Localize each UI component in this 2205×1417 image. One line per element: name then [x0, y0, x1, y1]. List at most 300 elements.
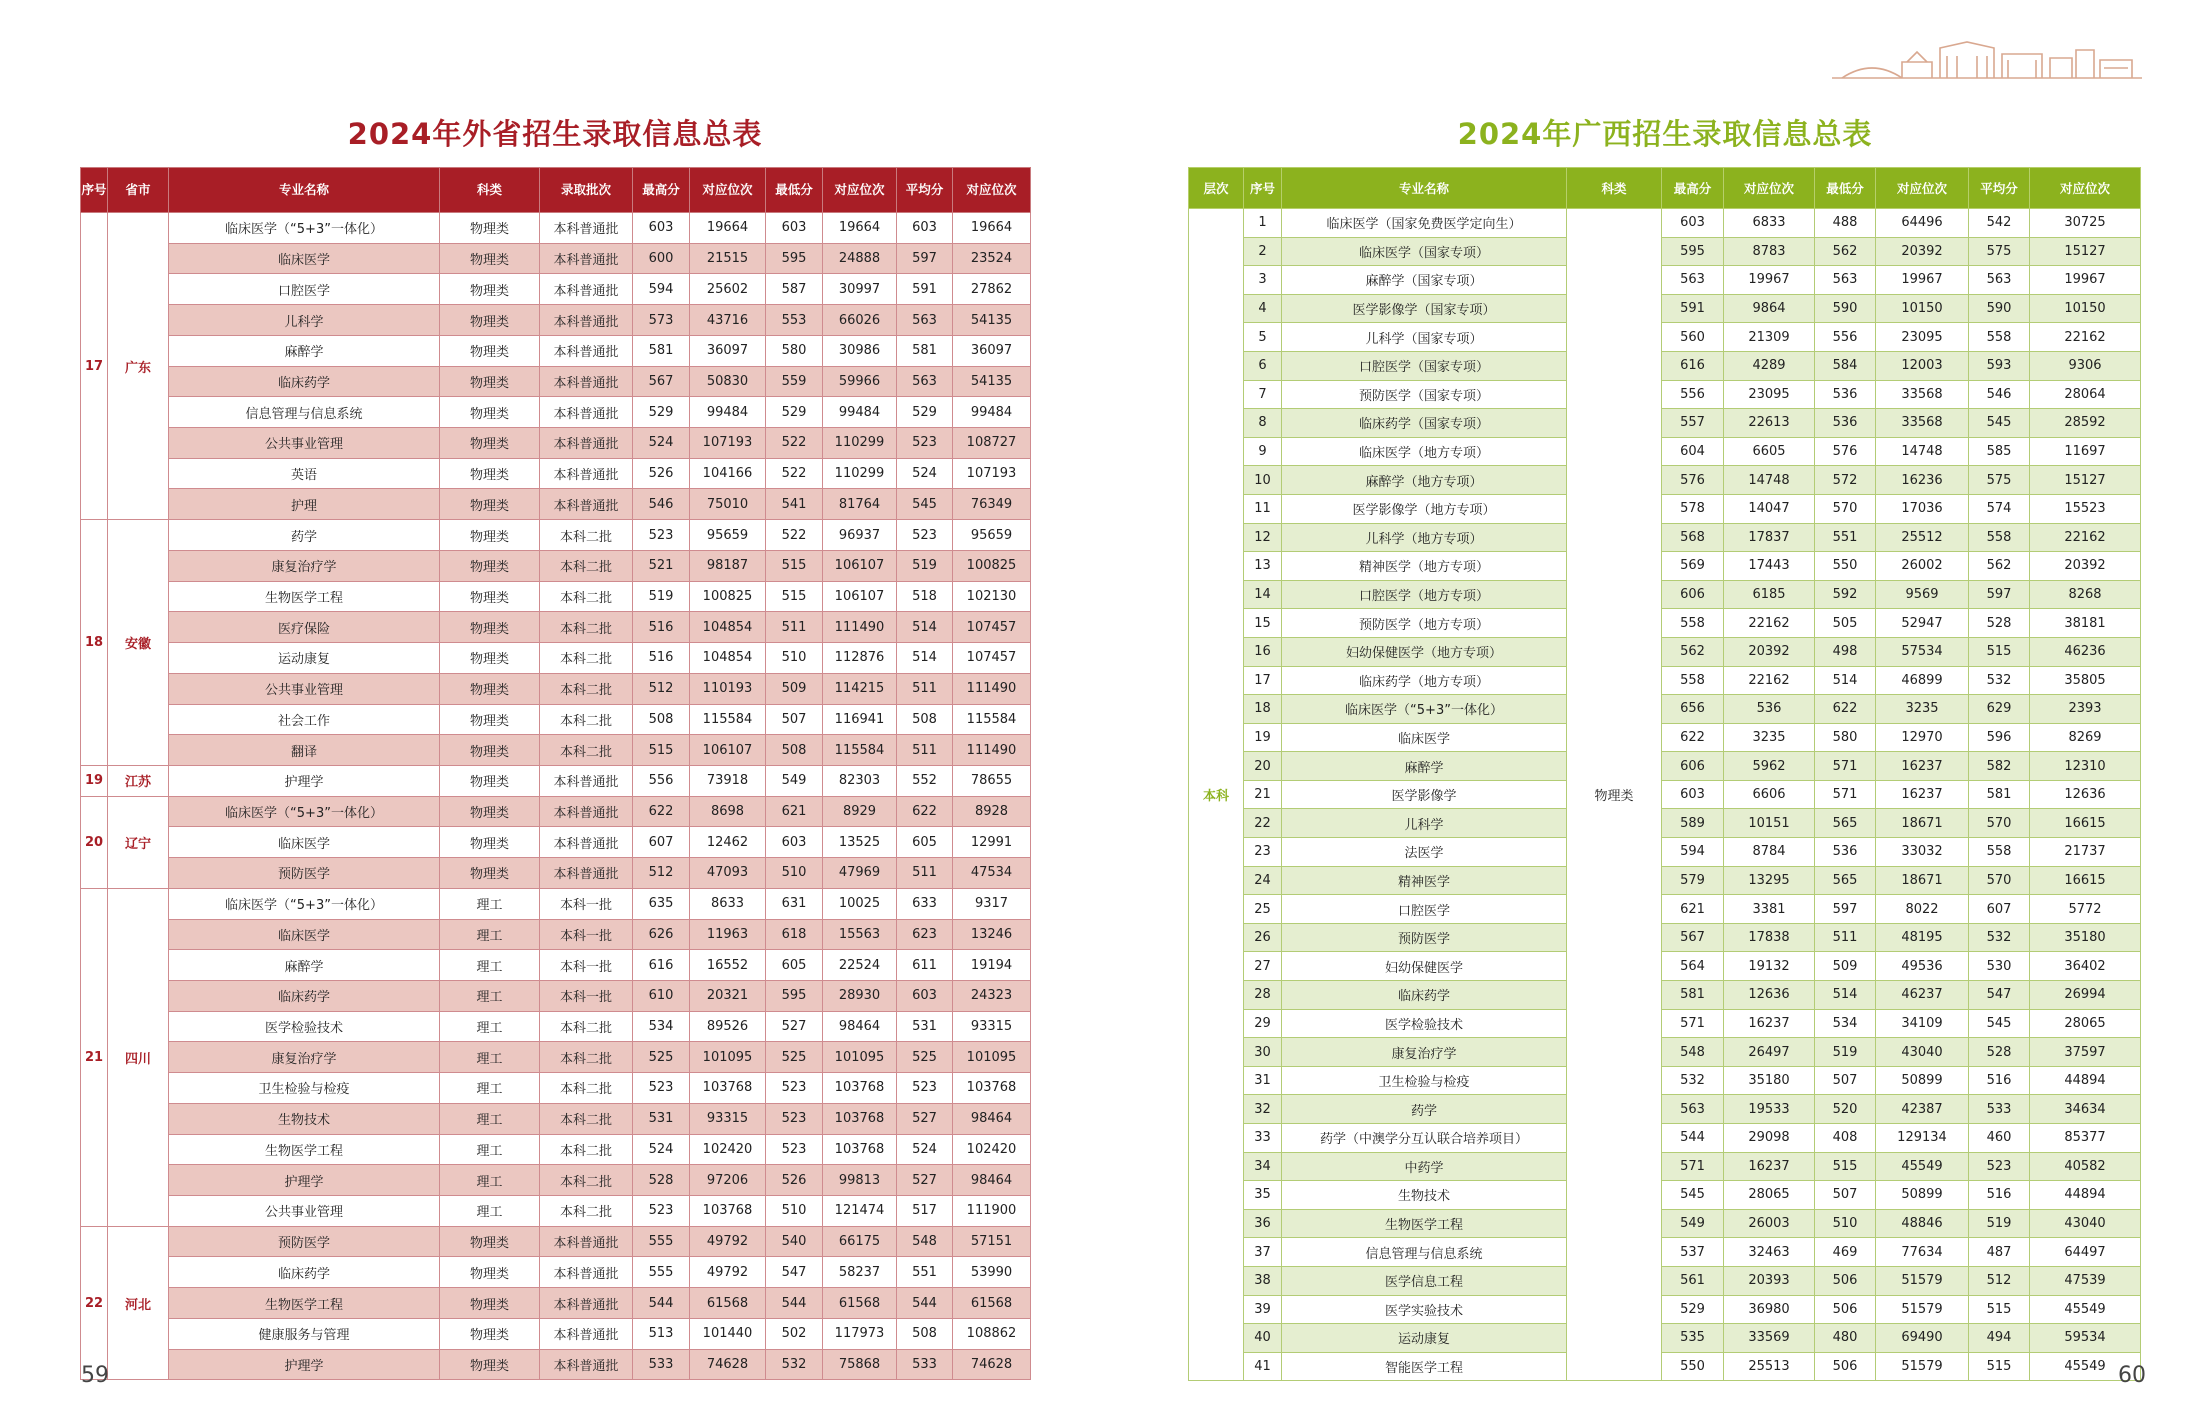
- table-cell: 555: [633, 1257, 690, 1288]
- table-cell: 593: [1969, 351, 2030, 380]
- table-cell: 口腔医学（地方专项）: [1282, 580, 1567, 609]
- table-cell: 物理类: [440, 643, 540, 674]
- table-cell: 82303: [823, 765, 897, 796]
- table-row: [1189, 1009, 2141, 1038]
- table-cell: 534: [1815, 1009, 1876, 1038]
- table-cell: 生物医学工程: [169, 581, 440, 612]
- table-cell: 28064: [2030, 380, 2141, 409]
- table-cell: 21515: [690, 243, 766, 274]
- table-cell: 12: [1244, 523, 1282, 552]
- column-header: 录取批次: [540, 168, 633, 213]
- table-cell: 570: [1969, 809, 2030, 838]
- table-cell: 20392: [1876, 237, 1969, 266]
- table-cell: 522: [766, 520, 823, 551]
- table-cell: 24: [1244, 866, 1282, 895]
- table-cell: 506: [1815, 1295, 1876, 1324]
- table-cell: 本科普通批: [540, 489, 633, 520]
- table-cell: 633: [897, 888, 953, 919]
- table-cell: 103768: [953, 1073, 1031, 1104]
- table-cell: 110193: [690, 673, 766, 704]
- table-cell: 20392: [1724, 637, 1815, 666]
- table-cell: 487: [1969, 1238, 2030, 1267]
- table-cell: 129134: [1876, 1124, 1969, 1153]
- table-row: [81, 243, 1031, 274]
- group-province: 江苏: [108, 765, 169, 796]
- table-cell: 519: [1815, 1038, 1876, 1067]
- table-cell: 本科二批: [540, 1196, 633, 1227]
- table-cell: 514: [897, 612, 953, 643]
- table-cell: 529: [897, 397, 953, 428]
- table-cell: 本科二批: [540, 1073, 633, 1104]
- table-cell: 115584: [690, 704, 766, 735]
- table-cell: 98464: [953, 1103, 1031, 1134]
- table-cell: 558: [1969, 523, 2030, 552]
- table-row: [81, 305, 1031, 336]
- table-cell: 112876: [823, 643, 897, 674]
- table-cell: 565: [1815, 866, 1876, 895]
- table-cell: 591: [1662, 294, 1724, 323]
- table-cell: 43040: [1876, 1038, 1969, 1067]
- table-cell: 10150: [2030, 294, 2141, 323]
- table-cell: 89526: [690, 1011, 766, 1042]
- table-cell: 临床药学: [169, 1257, 440, 1288]
- table-cell: 8269: [2030, 723, 2141, 752]
- table-row: [1189, 380, 2141, 409]
- table-cell: 15563: [823, 919, 897, 950]
- column-header: 最低分: [766, 168, 823, 213]
- table-cell: 549: [766, 765, 823, 796]
- table-cell: 518: [897, 581, 953, 612]
- table-cell: 576: [1662, 466, 1724, 495]
- table-cell: 508: [897, 704, 953, 735]
- table-cell: 528: [1969, 609, 2030, 638]
- table-cell: 本科一批: [540, 950, 633, 981]
- table-cell: 521: [633, 550, 690, 581]
- table-row: [81, 980, 1031, 1011]
- table-cell: 533: [1969, 1095, 2030, 1124]
- table-cell: 117973: [823, 1318, 897, 1349]
- table-cell: 523: [633, 1073, 690, 1104]
- table-cell: 579: [1662, 866, 1724, 895]
- group-seq: 18: [81, 520, 108, 766]
- table-cell: 19967: [2030, 266, 2141, 295]
- table-cell: 116941: [823, 704, 897, 735]
- table-cell: 563: [1969, 266, 2030, 295]
- table-cell: 522: [766, 428, 823, 459]
- table-cell: 13246: [953, 919, 1031, 950]
- table-cell: 558: [1662, 666, 1724, 695]
- table-cell: 589: [1662, 809, 1724, 838]
- table-cell: 110299: [823, 458, 897, 489]
- table-row: [1189, 780, 2141, 809]
- table-cell: 534: [633, 1011, 690, 1042]
- table-cell: 570: [1815, 494, 1876, 523]
- table-cell: 111900: [953, 1196, 1031, 1227]
- table-cell: 631: [766, 888, 823, 919]
- table-cell: 570: [1969, 866, 2030, 895]
- table-cell: 603: [897, 980, 953, 1011]
- table-cell: 16237: [1876, 752, 1969, 781]
- table-cell: 18671: [1876, 866, 1969, 895]
- table-cell: 3: [1244, 266, 1282, 295]
- table-cell: 35805: [2030, 666, 2141, 695]
- table-cell: 610: [633, 980, 690, 1011]
- table-cell: 20392: [2030, 552, 2141, 581]
- table-cell: 558: [1969, 323, 2030, 352]
- table-cell: 本科普通批: [540, 305, 633, 336]
- table-cell: 103768: [690, 1073, 766, 1104]
- table-cell: 121474: [823, 1196, 897, 1227]
- table-cell: 616: [1662, 351, 1724, 380]
- table-cell: 515: [633, 735, 690, 766]
- table-cell: 28065: [2030, 1009, 2141, 1038]
- table-cell: 565: [1815, 809, 1876, 838]
- table-cell: 101095: [823, 1042, 897, 1073]
- table-cell: 临床医学（国家免费医学定向生）: [1282, 209, 1567, 238]
- table-cell: 临床医学（“5+3”一体化）: [169, 213, 440, 244]
- table-row: [81, 489, 1031, 520]
- table-cell: 生物技术: [169, 1103, 440, 1134]
- table-cell: 523: [766, 1073, 823, 1104]
- table-cell: 物理类: [440, 489, 540, 520]
- group-seq: 21: [81, 888, 108, 1226]
- table-cell: 本科普通批: [540, 1226, 633, 1257]
- table-cell: 98464: [953, 1165, 1031, 1196]
- table-cell: 527: [897, 1165, 953, 1196]
- table-cell: 515: [766, 550, 823, 581]
- table-cell: 597: [897, 243, 953, 274]
- table-cell: 口腔医学: [169, 274, 440, 305]
- table-cell: 515: [766, 581, 823, 612]
- table-cell: 469: [1815, 1238, 1876, 1267]
- table-cell: 524: [633, 1134, 690, 1165]
- table-cell: 585: [1969, 437, 2030, 466]
- table-cell: 581: [633, 335, 690, 366]
- table-cell: 26497: [1724, 1038, 1815, 1067]
- table-cell: 38: [1244, 1266, 1282, 1295]
- table-cell: 物理类: [440, 305, 540, 336]
- table-row: [81, 858, 1031, 889]
- table-cell: 102420: [690, 1134, 766, 1165]
- table-cell: 545: [897, 489, 953, 520]
- table-row: [81, 1134, 1031, 1165]
- table-row: [1189, 695, 2141, 724]
- table-cell: 531: [897, 1011, 953, 1042]
- table-cell: 物理类: [440, 243, 540, 274]
- table-cell: 本科二批: [540, 704, 633, 735]
- table-cell: 514: [1815, 666, 1876, 695]
- table-cell: 预防医学（国家专项）: [1282, 380, 1567, 409]
- table-cell: 34: [1244, 1152, 1282, 1181]
- table-cell: 594: [1662, 838, 1724, 867]
- table-cell: 物理类: [440, 704, 540, 735]
- table-cell: 理工: [440, 980, 540, 1011]
- table-cell: 526: [766, 1165, 823, 1196]
- table-row: [1189, 294, 2141, 323]
- table-cell: 616: [633, 950, 690, 981]
- table-cell: 35180: [2030, 923, 2141, 952]
- table-cell: 564: [1662, 952, 1724, 981]
- table-cell: 精神医学: [1282, 866, 1567, 895]
- table-cell: 547: [766, 1257, 823, 1288]
- table-cell: 98187: [690, 550, 766, 581]
- table-cell: 翻译: [169, 735, 440, 766]
- table-cell: 104166: [690, 458, 766, 489]
- table-cell: 523: [1969, 1152, 2030, 1181]
- left-page-title: 2024年外省招生录取信息总表: [347, 117, 763, 151]
- table-cell: 药学（中澳学分互认联合培养项目）: [1282, 1124, 1567, 1153]
- table-row: [81, 673, 1031, 704]
- table-row: [1189, 1352, 2141, 1381]
- table-cell: 24888: [823, 243, 897, 274]
- column-header: 专业名称: [1282, 168, 1567, 209]
- table-cell: 512: [633, 858, 690, 889]
- table-cell: 29: [1244, 1009, 1282, 1038]
- table-cell: 580: [1815, 723, 1876, 752]
- table-cell: 3235: [1876, 695, 1969, 724]
- table-cell: 5962: [1724, 752, 1815, 781]
- table-cell: 510: [766, 858, 823, 889]
- right-table-header-row: [1189, 168, 2141, 209]
- table-cell: 584: [1815, 351, 1876, 380]
- table-cell: 96937: [823, 520, 897, 551]
- table-cell: 111490: [953, 735, 1031, 766]
- table-row: [81, 765, 1031, 796]
- table-row: [81, 735, 1031, 766]
- table-cell: 40: [1244, 1324, 1282, 1353]
- table-cell: 11963: [690, 919, 766, 950]
- table-cell: 本科二批: [540, 1011, 633, 1042]
- table-cell: 22: [1244, 809, 1282, 838]
- table-cell: 22162: [1724, 666, 1815, 695]
- table-cell: 35180: [1724, 1066, 1815, 1095]
- table-cell: 19132: [1724, 952, 1815, 981]
- table-cell: 507: [1815, 1181, 1876, 1210]
- table-cell: 18: [1244, 695, 1282, 724]
- table-cell: 532: [1662, 1066, 1724, 1095]
- table-cell: 523: [897, 520, 953, 551]
- table-cell: 30997: [823, 274, 897, 305]
- table-cell: 20321: [690, 980, 766, 1011]
- table-cell: 69490: [1876, 1324, 1969, 1353]
- table-cell: 61568: [953, 1288, 1031, 1319]
- table-cell: 603: [1662, 780, 1724, 809]
- table-cell: 预防医学（地方专项）: [1282, 609, 1567, 638]
- table-cell: 理工: [440, 919, 540, 950]
- column-header: 序号: [81, 168, 108, 213]
- table-cell: 75868: [823, 1349, 897, 1380]
- table-cell: 595: [766, 243, 823, 274]
- table-cell: 571: [1815, 752, 1876, 781]
- table-cell: 33: [1244, 1124, 1282, 1153]
- table-cell: 临床药学（地方专项）: [1282, 666, 1567, 695]
- table-cell: 儿科学: [1282, 809, 1567, 838]
- table-cell: 39: [1244, 1295, 1282, 1324]
- table-cell: 49536: [1876, 952, 1969, 981]
- table-cell: 607: [633, 827, 690, 858]
- table-cell: 健康服务与管理: [169, 1318, 440, 1349]
- table-cell: 81764: [823, 489, 897, 520]
- table-cell: 76349: [953, 489, 1031, 520]
- table-cell: 临床医学（“5+3”一体化）: [1282, 695, 1567, 724]
- table-cell: 98464: [823, 1011, 897, 1042]
- table-cell: 551: [1815, 523, 1876, 552]
- table-cell: 本科普通批: [540, 366, 633, 397]
- table-cell: 523: [633, 520, 690, 551]
- table-cell: 519: [1969, 1209, 2030, 1238]
- table-cell: 17837: [1724, 523, 1815, 552]
- page-number-left: 59: [81, 1363, 109, 1388]
- table-cell: 23095: [1876, 323, 1969, 352]
- table-row: [1189, 552, 2141, 581]
- table-cell: 43716: [690, 305, 766, 336]
- table-cell: 33568: [1876, 380, 1969, 409]
- table-cell: 22524: [823, 950, 897, 981]
- table-cell: 100825: [953, 550, 1031, 581]
- table-cell: 99813: [823, 1165, 897, 1196]
- table-cell: 61568: [823, 1288, 897, 1319]
- table-cell: 102420: [953, 1134, 1031, 1165]
- table-cell: 理工: [440, 1196, 540, 1227]
- table-cell: 576: [1815, 437, 1876, 466]
- table-cell: 580: [766, 335, 823, 366]
- table-cell: 预防医学: [169, 858, 440, 889]
- table-cell: 4: [1244, 294, 1282, 323]
- table-cell: 532: [1969, 923, 2030, 952]
- table-cell: 医学检验技术: [169, 1011, 440, 1042]
- table-cell: 532: [1969, 666, 2030, 695]
- table-cell: 108727: [953, 428, 1031, 459]
- table-cell: 544: [1662, 1124, 1724, 1153]
- table-cell: 19533: [1724, 1095, 1815, 1124]
- table-row: [81, 581, 1031, 612]
- table-cell: 36097: [953, 335, 1031, 366]
- table-cell: 103768: [690, 1196, 766, 1227]
- table-cell: 106107: [823, 550, 897, 581]
- table-cell: 73918: [690, 765, 766, 796]
- table-cell: 509: [1815, 952, 1876, 981]
- table-cell: 571: [1815, 780, 1876, 809]
- table-cell: 8022: [1876, 895, 1969, 924]
- table-cell: 物理类: [440, 458, 540, 489]
- table-row: [81, 1257, 1031, 1288]
- table-cell: 16615: [2030, 809, 2141, 838]
- table-cell: 5: [1244, 323, 1282, 352]
- table-cell: 公共事业管理: [169, 428, 440, 459]
- table-cell: 556: [633, 765, 690, 796]
- table-cell: 22613: [1724, 409, 1815, 438]
- table-cell: 本科二批: [540, 673, 633, 704]
- table-cell: 17838: [1724, 923, 1815, 952]
- table-cell: 524: [897, 458, 953, 489]
- table-cell: 514: [897, 643, 953, 674]
- table-cell: 医学检验技术: [1282, 1009, 1567, 1038]
- table-cell: 568: [1662, 523, 1724, 552]
- table-cell: 9306: [2030, 351, 2141, 380]
- table-cell: 508: [897, 1318, 953, 1349]
- table-cell: 533: [633, 1349, 690, 1380]
- table-cell: 16237: [1724, 1009, 1815, 1038]
- table-cell: 622: [1815, 695, 1876, 724]
- table-cell: 37597: [2030, 1038, 2141, 1067]
- table-cell: 48846: [1876, 1209, 1969, 1238]
- table-cell: 498: [1815, 637, 1876, 666]
- table-cell: 16237: [1724, 1152, 1815, 1181]
- table-cell: 10151: [1724, 809, 1815, 838]
- table-row: [81, 274, 1031, 305]
- table-cell: 107193: [690, 428, 766, 459]
- table-cell: 英语: [169, 458, 440, 489]
- table-cell: 医学信息工程: [1282, 1266, 1567, 1295]
- table-row: [1189, 266, 2141, 295]
- table-cell: 27: [1244, 952, 1282, 981]
- table-cell: 546: [633, 489, 690, 520]
- table-cell: 儿科学: [169, 305, 440, 336]
- table-cell: 6185: [1724, 580, 1815, 609]
- table-cell: 47093: [690, 858, 766, 889]
- table-row: [1189, 1266, 2141, 1295]
- table-cell: 本科二批: [540, 581, 633, 612]
- table-cell: 603: [1662, 209, 1724, 238]
- table-cell: 519: [897, 550, 953, 581]
- table-cell: 607: [1969, 895, 2030, 924]
- table-cell: 626: [633, 919, 690, 950]
- table-cell: 护理学: [169, 765, 440, 796]
- table-cell: 11: [1244, 494, 1282, 523]
- table-cell: 33568: [1876, 409, 1969, 438]
- table-cell: 48195: [1876, 923, 1969, 952]
- table-cell: 麻醉学（地方专项）: [1282, 466, 1567, 495]
- table-cell: 541: [766, 489, 823, 520]
- table-cell: 本科二批: [540, 1134, 633, 1165]
- table-cell: 物理类: [440, 1226, 540, 1257]
- table-cell: 511: [766, 612, 823, 643]
- table-cell: 510: [766, 1196, 823, 1227]
- table-cell: 23: [1244, 838, 1282, 867]
- table-row: [81, 1073, 1031, 1104]
- table-cell: 25: [1244, 895, 1282, 924]
- table-cell: 102130: [953, 581, 1031, 612]
- table-cell: 569: [1662, 552, 1724, 581]
- table-row: [81, 888, 1031, 919]
- left-table-header-row: [81, 168, 1031, 213]
- table-cell: 17: [1244, 666, 1282, 695]
- table-cell: 536: [1815, 380, 1876, 409]
- table-cell: 物理类: [440, 796, 540, 827]
- table-cell: 2393: [2030, 695, 2141, 724]
- table-cell: 6833: [1724, 209, 1815, 238]
- table-cell: 理工: [440, 1073, 540, 1104]
- table-row: [1189, 637, 2141, 666]
- table-cell: 115584: [823, 735, 897, 766]
- table-row: [1189, 1181, 2141, 1210]
- table-cell: 563: [1662, 1095, 1724, 1124]
- table-cell: 智能医学工程: [1282, 1352, 1567, 1381]
- table-cell: 57534: [1876, 637, 1969, 666]
- table-cell: 550: [1815, 552, 1876, 581]
- table-cell: 106107: [823, 581, 897, 612]
- group-province: 安徽: [108, 520, 169, 766]
- table-row: [1189, 494, 2141, 523]
- table-cell: 10150: [1876, 294, 1969, 323]
- table-cell: 514: [1815, 981, 1876, 1010]
- table-cell: 524: [633, 428, 690, 459]
- table-cell: 595: [1662, 237, 1724, 266]
- table-cell: 36: [1244, 1209, 1282, 1238]
- table-row: [1189, 580, 2141, 609]
- column-header: 对应位次: [823, 168, 897, 213]
- table-cell: 8784: [1724, 838, 1815, 867]
